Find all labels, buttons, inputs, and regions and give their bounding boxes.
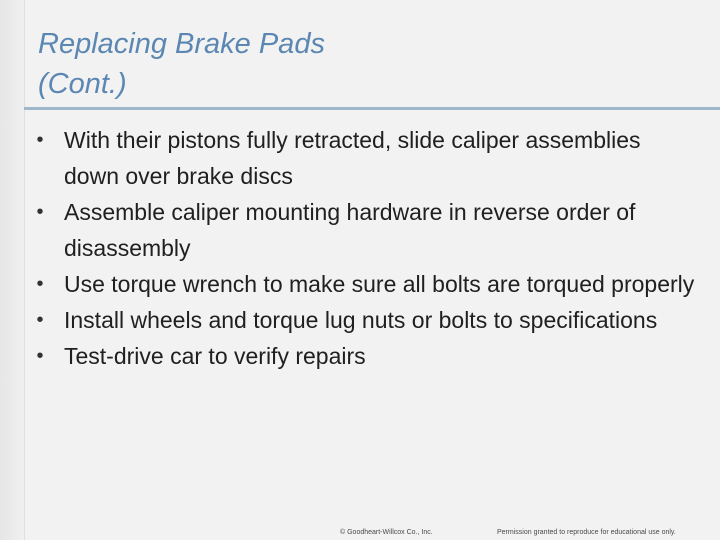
bullet-marker: • (36, 201, 44, 223)
bullet-item (30, 302, 700, 338)
bullet-item (30, 122, 700, 194)
bullet-marker: • (36, 129, 44, 151)
title-underline-rule (24, 107, 720, 110)
left-decorative-band (0, 0, 25, 540)
footer-copyright: © Goodheart-Willcox Co., Inc. (340, 529, 433, 536)
bullet-text: With their pistons fully retracted, slide caliper assemblies down over brake discs (64, 127, 641, 189)
slide-title (38, 24, 678, 104)
bullet-marker: • (36, 345, 44, 367)
bullet-item (30, 338, 700, 374)
bullet-text: Use torque wrench to make sure all bolts are torqued properly (64, 271, 695, 297)
bullet-text: Install wheels and torque lug nuts or bolts to specifications (64, 307, 658, 333)
bullet-text: Assemble caliper mounting hardware in reverse order of disassembly (64, 199, 636, 261)
bullet-text: Test-drive car to verify repairs (64, 343, 366, 369)
bullet-item (30, 194, 700, 266)
footer-permission: Permission granted to reproduce for educational use only. (497, 529, 676, 536)
bullet-marker: • (36, 273, 44, 295)
bullet-item (30, 266, 700, 302)
title-line-1: Replacing Brake Pads (38, 28, 325, 60)
bullet-list (30, 122, 700, 374)
bullet-marker: • (36, 309, 44, 331)
title-line-2: (Cont.) (38, 68, 127, 100)
